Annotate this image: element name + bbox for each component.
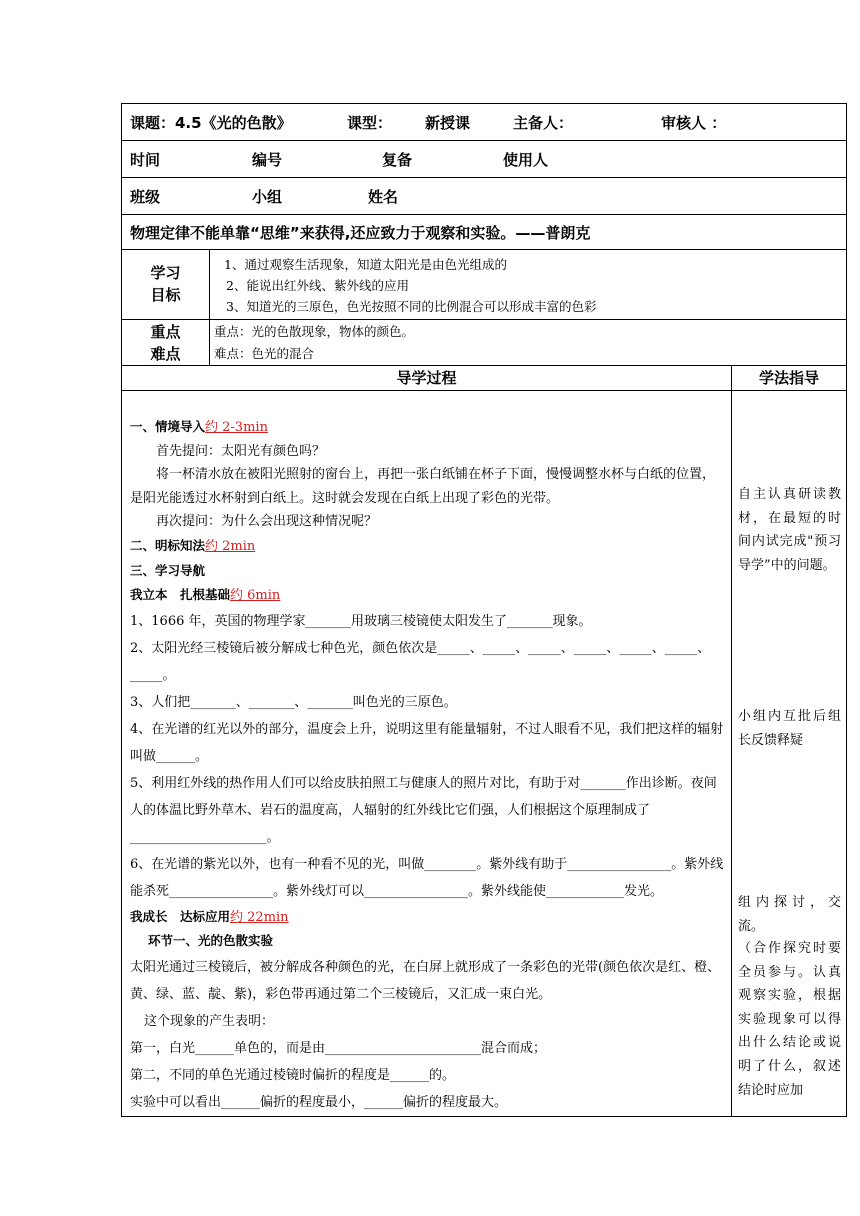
goals-row [122,250,847,320]
grow-time: 约 22min [230,909,289,925]
experiment-conclusion-2: 第二，不同的单色光通过棱镜时偏折的程度是______的。 [130,1067,456,1083]
goals-label-line2: 目标 [150,285,181,304]
process-content [122,391,731,1116]
goal-item-1: 1、通过观察生活现象，知道太阳光是由色光组成的 [224,257,507,272]
number-label: 编号 [252,150,283,169]
preparer-label: 主备人： [513,113,574,132]
question-5: 5、利用红外线的热作用人们可以给皮肤拍照工与健康人的照片对比，有助于对_______作出诊断。夜间人的体温比野外草木、岩石的温度高，人辐射的红外线比它们强，人们根据这个原理制成了_____________________。 [130,775,717,845]
base-title: 我立本 扎根基础 [130,587,231,603]
section1-question1: 首先提问：太阳光有颜色吗？ [156,443,326,459]
process-heading: 导学过程 [396,369,457,387]
experiment-conclusion-1: 第一，白光______单色的，而是由________________________混合而成； [130,1040,547,1056]
section1-time: 约 2-3min [205,420,268,435]
section3-title: 三、学习导航 [130,562,206,578]
header-row-time [122,141,847,178]
question-6: 6、在光谱的紫光以外，也有一种看不见的光，叫做________。紫外线有助于________________。紫外线能杀死________________。紫外线灯可以________________。紫外线能使____________发光。 [130,856,724,899]
review-label: 复备 [382,150,413,169]
goal-item-2: 2、能说出红外线、紫外线的应用 [226,278,409,293]
reviewer-label: 审核人 ： [661,113,727,132]
content-row [122,391,847,1117]
difficulty-text: 难点：色光的混合 [214,346,315,361]
lesson-plan-table [121,103,847,1117]
planck-quote: 物理定律不能单靠“思维”来获得,还应致力于观察和实验。——普朗克 [130,223,591,242]
section1-experiment: 将一杯清水放在被阳光照射的窗台上，再把一张白纸铺在杯子下面，慢慢调整水杯与白纸的位置，是阳光能透过水杯射到白纸上。这时就会发现在白纸上出现了彩色的光带。 [130,467,716,506]
section2-time: 约 2min [205,538,256,554]
goals-label-line1: 学习 [150,263,181,282]
experiment-conclusion-3: 实验中可以看出______偏折的程度最小，______偏折的程度最大。 [130,1094,508,1110]
section2-title: 二、明标知法 [130,537,206,553]
header-row-topic [122,104,847,141]
experiment-description: 太阳光通过三棱镜后，被分解成各种颜色的光，在白屏上就形成了一条彩色的光带(颜色依次是红、橙、黄、绿、蓝、靛、紫)，彩色带再通过第二个三棱镜后，又汇成一束白光。 [130,959,721,1002]
keypoints-label-line1: 重点 [150,322,181,341]
base-time: 约 6min [230,588,281,604]
method-heading: 学法指导 [759,369,820,387]
question-1: 1、1666 年，英国的物理学家_______用玻璃三棱镜使太阳发生了_______现象。 [130,613,592,629]
focus-text: 重点：光的色散现象，物体的颜色。 [214,324,415,339]
guidance-4: （合作探究时要全员参与。认真观察实验，根据实验现象可以得出什么结论或说明了什么，叙述结论时应加 [738,941,841,1098]
header-row-class [122,178,847,215]
group-label: 小组 [252,187,283,206]
lesson-type-label: 课型： [347,113,393,132]
topic-label: 课题：4.5《光的色散》 [130,113,292,132]
lesson-plan-sheet [121,103,846,1117]
guidance-2: 小组内互批后组长反馈释疑 [738,709,841,748]
section1-question2: 再次提问：为什么会出现这种情况呢？ [156,514,378,530]
quote-row [122,215,847,250]
guidance-1: 自主认真研读教材，在最短的时间内试完成"预习导学”中的问题。 [738,487,841,573]
section1-title: 一、情境导入 [130,419,206,434]
section-header-row [122,366,847,391]
link1-title: 环节一、光的色散实验 [148,933,274,949]
question-3: 3、人们把_______、_______、_______叫色光的三原色。 [130,694,457,710]
lesson-type-value: 新授课 [425,113,471,132]
keypoints-label-line2: 难点 [150,344,181,363]
goal-item-3: 3、知道光的三原色，色光按照不同的比例混合可以形成丰富的色彩 [226,299,597,314]
grow-title: 我成长 达标应用 [130,908,231,924]
time-label: 时间 [130,150,161,169]
name-label: 姓名 [368,187,399,206]
class-label: 班级 [130,187,161,206]
question-2: 2、太阳光经三棱镜后被分解成七种色光，颜色依次是_____、_____、_____、_____、_____、_____、_____。 [130,640,711,683]
experiment-conclusion-intro: 这个现象的产生表明： [144,1013,275,1029]
guidance-3: 组内探讨，交流。 [738,895,841,934]
keypoints-row [122,320,847,366]
question-4: 4、在光谱的红光以外的部分，温度会上升，说明这里有能量辐射，不过人眼看不见，我们把这样的辐射叫做______。 [130,721,724,764]
user-label: 使用人 [503,150,549,169]
